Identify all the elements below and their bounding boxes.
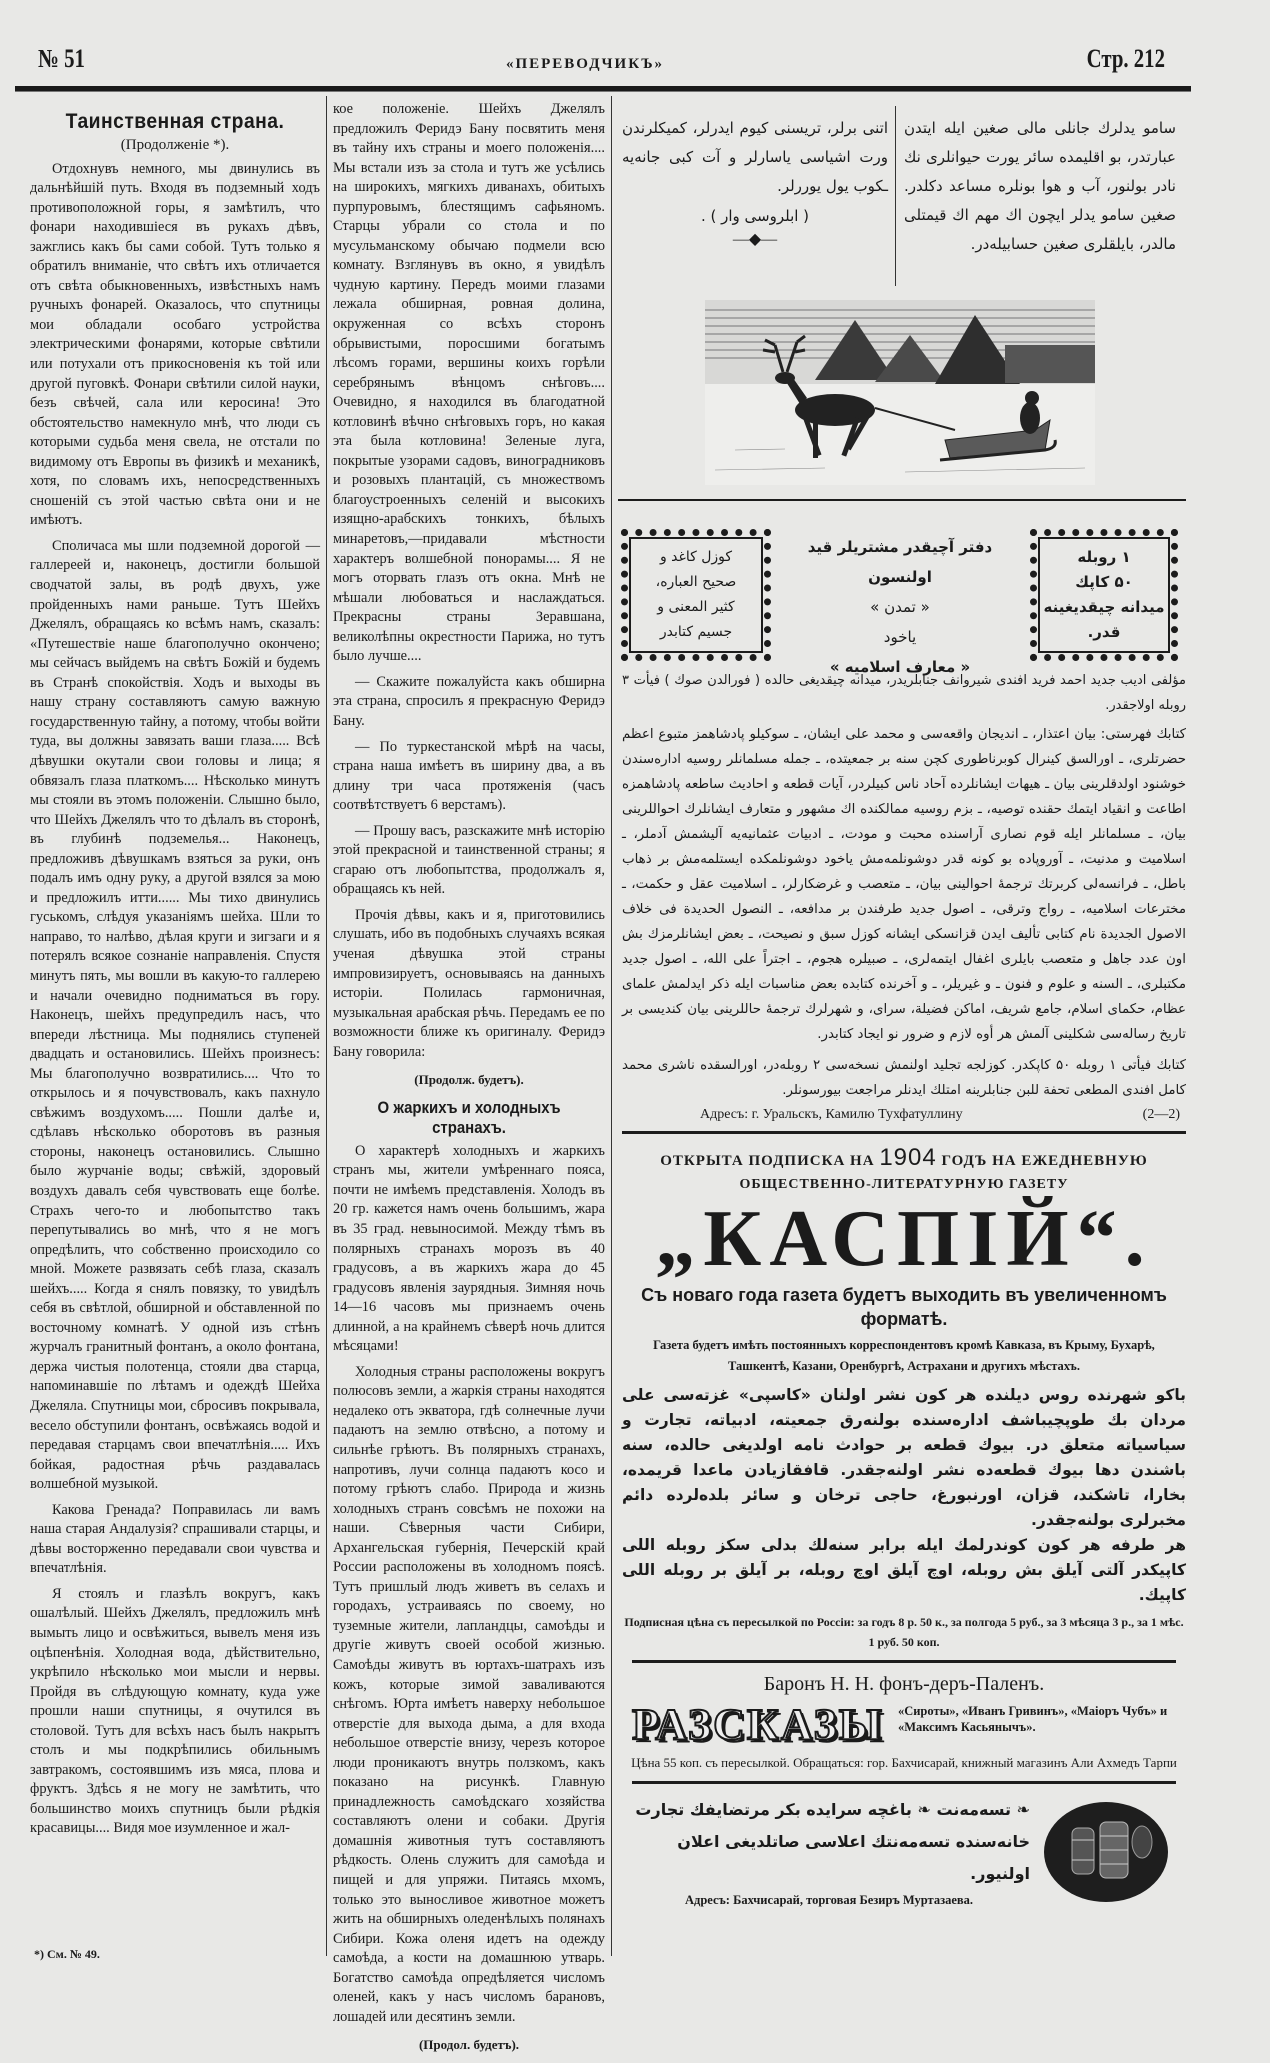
- price-line: ۵۰ كاپك: [1075, 573, 1133, 591]
- person-icon: [1020, 402, 1040, 434]
- price-line: ميدانه چيقديغينه: [1043, 598, 1165, 616]
- book-stories-row: [622, 1697, 1186, 1750]
- kaspiy-arabic-description: باكو شهرنده روس ديلنده هر كون نشر اولنان «كاسپى» غزته‌سى على مردان بك طوپچيباشف اداره‌سنده بولنه‌رق جمعيته، ادبياته، تجارت و سياسياته متعلق در. بيوك قطعه بر حوادث نامه اولديغى حالده، سنه باشندن دها بيوك قطعه‌ده نشر اولنه‌جقدر. قافقازيادن ماعدا قريمده، بخارا، تاشكند، قزان، اورنبورغ، حاجى ترخان و سائر بلده‌لرده دائم مخبرلرى بولنه‌جقدر.: [622, 1386, 1186, 1529]
- story-list: «Сироты», «Иванъ Гривинъ», «Маіоръ Чубъ» и «Максимъ Касьянычъ».: [897, 1704, 1168, 1734]
- paragraph: Отдохнувъ немного, мы двинулись въ дальнѣйшій путь. Входя въ подземный ходъ противоположной горы, я замѣтилъ, что фонари находившіеся въ рукахъ дѣвъ, зажглись какъ бы сами собой. Тутъ только я обратилъ вниманіе, что свѣтъ ихъ отличается отъ свѣта обыкновенныхъ, извѣстныхъ намъ ручныхъ фонарей. Оказалось, что спутницы мои обладали особаго устройства электрическими фонарями, которые свѣтили или потухали отъ прикосновенія къ той или другой пуговкѣ. Фонари свѣтили силой науки, безъ свѣчей, сала или керосина! Это обстоятельство намекнуло мнѣ, что люди съ которыми судьба меня свела, не отстали по видимому отъ Европы въ физикѣ и механикѣ, хотя, по словамъ ихъ, непосредственныхъ сношеній съ этой частью свѣта они и не имѣютъ.: [30, 160, 320, 529]
- article-title: Таинственная страна.: [65, 110, 285, 133]
- cement-word: تسه‌مه‌نت: [936, 1800, 1012, 1819]
- book-price-note: كتابك فيأتى ۱ روبله ۵۰ كاپكدر. كوزلجه تجليد اولنمش نسخه‌سى ۲ روبله‌در، اورالسقده ناشرى محمد كامل افندى المطعى تحفة للبن جنابلرينه امتلك ايدنلر مراجعت بيورسونلر.: [622, 1058, 1186, 1098]
- quality-line: كثير المعنى و: [657, 599, 735, 615]
- quality-line: جسيم كتابدر: [659, 624, 733, 640]
- section-rule: [632, 1660, 1176, 1663]
- ornament-divider: —◆—: [732, 231, 778, 248]
- issue-number: № 51: [38, 44, 85, 73]
- quality-line: صحيح العباره،: [655, 574, 737, 590]
- kaspiy-correspondents: Газета будетъ имѣть постоянныхъ корреспондентовъ кромѣ Кавказа, въ Крыму, Бухарѣ, Ташкентѣ, Казани, Оренбургѣ, Астрахани и другихъ мѣстахъ.: [653, 1338, 1155, 1373]
- book-price-contact: Цѣна 55 коп. съ пересылкой. Обращаться: гор. Бахчисарай, книжный магазинъ Али Ахмедъ Тарпи: [631, 1755, 1177, 1770]
- ornament-icon: ❧: [917, 1800, 931, 1819]
- paragraph: Споличаса мы шли подземной дорогой — галлереей и, наконецъ, достигли большой сводчатой залы, въ родѣ двухъ, уже пройденныхъ нами раньше. Тутъ Шейхъ Джелялъ, обращаясь ко всѣмъ намъ, сказалъ: «Путешествіе наше благополучно окончено; мы сейчасъ выйдемъ на свѣтъ Божій и будемъ въ Странѣ спокойствія. Ходъ и выходы въ нашу страну составляютъ самую важную государственную тайну, а потому, чтобы войти туда, вы должны завязать ваши глаза..... Всѣ дѣвушки окутали свои головы и лица; я обвязалъ глаза платкомъ.... Нѣсколько минутъ мы стояли въ этомъ положеніи. Слышно было, что Шейхъ Джелялъ что то дѣлалъ въ сторонѣ, въ глубинѣ подземелья... Наконецъ, предложивъ дѣвушкамъ взяться за руки, онъ подалъ имъ одну руку, а другой взялся за мою и предложилъ итти...... Мы тихо двинулись гуськомъ, слѣдуя указаніямъ шейха. Шли то направо, то налѣво, дѣлая круги и зигзаги и я потерялъ всякое сознаніе направленія. Спустя минутъ пять, мы вошли въ какую-то галлерею и начали очевидно подниматься въ гору. Наконецъ, шейхъ предупредилъ насъ, что впереди лѣстница. Мы поднялись ступеней двадцать и остановились. Шейхъ произнесъ: Мы благополучно возвратились.... Что то открылось и я почувствовалъ, какъ пахнуло свѣжимъ воздухомъ..... Пошли далѣе и, сдѣлавъ нѣсколько оборотовъ въ разныя стороны, наконецъ остановились. Слышно было журчаніе воды; свѣжій, здоровый воздухъ давалъ себя чувствовать еще болѣе. Страхъ чего-то и любопытство такъ перепутывались во мнѣ, что я не могъ опредѣлить, что собственно происходило со мной. Можете развязать себѣ глаза, сказалъ шейхъ..... Когда я снялъ повязку, то увидѣлъ себя въ свѣтлой, обширной и обставленной по восточному комнатѣ. У одной изъ стѣнъ журчалъ гранитный фонтанъ, а около фонтана, держа чистыя полотенца, стояли два старца, напоминавшіе по лѣтамъ и одеждѣ Шейха Джеляла. Спутницы мои, сбросивъ покрывала, весело обступили фонтанъ, освѣжаясь водой и передавая старцамъ свои впечатлѣнія..... Ихъ бойкая, радостная рѣчь раздавалась волшебной музыкой.: [30, 537, 320, 1493]
- quality-line: كوزل كاغد و: [659, 549, 733, 565]
- samoyed-left-block: [622, 114, 888, 251]
- kaspiy-arabic-prices: هر طرفه هر كون كوندرلمك ايله برابر سنه‌لك بدلى سكز روبله اللى كاپيكدر آلتى آيلق بش روبله، اوچ آيلق اوچ روبله، بر آيلق بر روبله اللى كاپيك.: [622, 1536, 1186, 1604]
- kaspiy-subscription-heading: [622, 1144, 1186, 1175]
- paragraph: — По туркестанской мѣрѣ на часы, страна наша имѣетъ въ ширину два, а въ длину три часа протяженія (часъ соотвѣтствуетъ 6 верстамъ).: [333, 738, 605, 814]
- middle-column: [333, 100, 605, 2063]
- paragraph: кое положеніе. Шейхъ Джелялъ предложилъ Феридэ Бану посвятить меня въ тайну ихъ страны и моего положенія.... Мы встали изъ за стола и тутъ же усѣлись на широкихъ, мягкихъ диванахъ, обитыхъ пурпуровымъ, блестящимъ сафьяномъ. Старцы убрали со стола и по мусульманскому обычаю подмели всю комнату. Взглянувъ въ окно, я увидѣлъ чудную картину. Передъ моими глазами лежала обширная, ровная долина, окруженная со всѣхъ сторонъ обрывистыми, поросшими богатымъ лѣсомъ горами, вершины коихъ горѣли серебрянымъ вѣнцомъ снѣговъ.... Очевидно, я находился въ благодатной котловинѣ вѣчно снѣговыхъ горъ, но какая эта была котловина! Зеленые луга, покрытые узорами садовъ, виноградниковъ и розовыхъ плантацій, съ множествомъ благоустроенныхъ селеній и высокихъ изящно-арабскихъ тонкихъ, бѣлыхъ минаретовъ,—придавали мѣстности характеръ волшебной понорамы.... Я не могъ оторвать глазъ отъ окна. Мнѣ не мѣшали любоваться и наслаждаться. Прекрасны страны Зеравшана, великолѣпны окрестности Парижа, но тутъ было лучше....: [333, 101, 605, 665]
- cement-ad-line2: خانه‌سنده تسه‌مه‌نتك اعلاسى صاتلديغى اعلان اولنيور.: [677, 1832, 1030, 1883]
- right-column-lower: [622, 668, 1186, 1910]
- heading-text: ГОДЪ НА ЕЖЕДНЕВНУЮ: [941, 1153, 1148, 1169]
- cement-barrels-illustration: [1042, 1800, 1170, 1904]
- page-number: Стр. 212: [1086, 44, 1165, 73]
- paragraph: Холодныя страны расположены вокругъ полюсовъ земли, а жаркія страны находятся недалеко отъ экватора, гдѣ солнечные лучи падаютъ на землю отвѣсно, а потому и сильнѣе грѣютъ. Въ полярныхъ странахъ, напротивъ, лучи солнца падаютъ косо и потому грѣютъ слабо. Природа и жизнь холодныхъ странъ совсѣмъ не похожи на наши. Сѣверныя части Сибири, Архангельская губернія, Печерскій край России расположены въ холодномъ поясѣ. Тутъ пришлый людъ живетъ въ селахъ и городахъ, устраиваясь по своему, но туземные жители, лапландцы, самоѣды и другіе живутъ своей особой жизнью. Самоѣды живутъ въ юртахъ-шатрахъ изъ кожъ, которые зимой заваливаются снѣгомъ. Юрта имѣетъ наверху небольшое отверстіе для выхода дыма, а для входа небольшое отверстіе внизу, черезъ которое люди проникаютъ внутрь ползкомъ, какъ показано на рисункѣ. Главную принадлежность самоѣдскаго хозяйства составляютъ олени и собаки. Другія домашнія животныя тутъ составляютъ рѣдкость. Олень служитъ для самоѣда и пищей и для упряжи. Питаясь мхомъ, только это выносливое животное можетъ жить на обширныхъ оледенѣлыхъ полянахъ Сибири. Кожа оленя идетъ на одежду самоѣда, а кости на домашнюю утварь. Богатство самоѣда опредѣляется числомъ оленей, какъ у насъ числомъ барановъ, лошадей или десятинъ земли.: [333, 1363, 605, 2025]
- book-author: Баронъ Н. Н. фонъ-деръ-Паленъ.: [763, 1673, 1045, 1695]
- newspaper-title: «ПЕРЕВОДЧИКЪ»: [505, 56, 665, 72]
- footnote: *) См. № 49.: [34, 1947, 100, 1961]
- cement-ad-text-block: [628, 1794, 1030, 1910]
- kaspiy-subscription-price: Подписная цѣна съ пересылкой по Россіи: за годъ 8 р. 50 к., за полгода 5 руб., за 3 мѣсяца 3 р., за 1 мѣс. 1 руб. 50 коп.: [624, 1615, 1184, 1649]
- heading-text: ОТКРЫТА ПОДПИСКА НА: [660, 1153, 875, 1169]
- article-subtitle: (Продолженіе *).: [120, 137, 230, 153]
- article-title: О жаркихъ и холодныхъ странахъ.: [377, 1097, 561, 1137]
- book-title: « معارف اسلاميه »: [829, 658, 971, 676]
- cement-ad: [622, 1794, 1186, 1910]
- barrel-icon: [1132, 1826, 1152, 1858]
- author-note: مؤلفى اديب جديد احمد فريد افندى شيروانف جنابلريدر، ميدانه چيقديغى حالده ( فورالدن صوك ) فيأت ۳ روبله اولاجقدر.: [622, 673, 1186, 713]
- subcolumn-divider: [895, 106, 896, 286]
- reindeer-sled-illustration: [705, 300, 1095, 485]
- samoyed-text-right: سامو يدلرك جانلى مالى صغين ايله ايتدن عبارتدر، بو اقليمده سائر يورت حيوانلرى نك نادر بولنور، آب و هوا بونلره مساعد دكلدر. صغين سامو يدلر ايچون اك مهم اك قيمتلى مالدر، بايلقلرى صغين حسابيله‌در.: [904, 119, 1176, 253]
- quality-box: [621, 529, 771, 661]
- paragraph: — Скажите пожалуйста какъ обширна эта страна, спросилъ я прекрасную Феридэ Бану.: [333, 673, 605, 729]
- section-rule: [618, 499, 1186, 501]
- samoyed-text-left: اتنى برلر، تريسنى كيوم ايدرلر، كميكلرندن ورت اشياسى ياسارلر و آت كبى جانه‌يه ـكوب يول يوررلر.: [622, 119, 888, 195]
- insertion-count: (2—2): [1142, 1107, 1180, 1122]
- to-be-continued: (Продолж. будетъ).: [414, 1072, 524, 1088]
- book-ad-address: Адресъ: г. Уральскъ, Камилю Тухфатуллину: [700, 1107, 963, 1122]
- price-line: ۱ روبله: [1077, 548, 1131, 566]
- paragraph: Прочія дѣвы, какъ и я, приготовились слушать, ибо въ подобныхъ случаяхъ всякая ученая дѣвушка этой страны импровизируетъ, основываясь на данныхъ исторіи. Полилась гармоничная, музыкальная арабская рѣчь. Передамъ ее по возможности ближе къ оригиналу. Феридэ Бану говорила:: [333, 906, 605, 1060]
- book-ad-address-row: [622, 1103, 1186, 1125]
- section-rule: [622, 1131, 1186, 1134]
- cement-ad-line: [628, 1794, 1030, 1826]
- subscription-line: دفتر آچيقدر مشتريلر قيد اولنسون: [807, 538, 993, 586]
- to-be-continued: (Продол. будетъ).: [418, 2037, 520, 2053]
- section-rule: [632, 1781, 1176, 1784]
- column-divider: [326, 96, 327, 1956]
- paragraph: О характерѣ холодныхъ и жаркихъ странъ мы, жители умѣреннаго пояса, почти не имѣемъ представленія. Холодъ въ 20 гр. кажется намъ очень большимъ, жара въ 35 град. невыносимой. Между тѣмъ въ полярныхъ странахъ морозъ въ 40 градусовъ, а въ жаркихъ жара до 45 градусовъ явленія заурядныя. Зимняя ночь 14—16 часовъ мы признаемъ очень длинной, а на крайнемъ сѣверѣ ночь длится мѣсяцами!: [333, 1142, 605, 1355]
- paragraph: Я стоялъ и глазѣлъ вокругъ, какъ ошалѣлый. Шейхъ Джелялъ, предложилъ мнѣ вымыть лицо и освѣжиться, вывелъ меня изъ оцѣпенѣнія. Холодная вода, дѣйствительно, укрѣпило нѣсколько мои мысли и нервы. Пройдя въ слѣдующую комнату, куда уже прошли наши спутницы, я очутился въ столовой. Тутъ для всѣхъ насъ былъ накрытъ столъ и мы подкрѣпились обильнымъ завтракомъ, состоявшимъ изъ мяса, плова и фруктъ. Здѣсь я не могу не замѣтить, что большинство моихъ спутницъ были рѣдкія красавицы.... Видя мое изумленное и жал-: [30, 1585, 320, 1837]
- price-box: [1030, 529, 1178, 661]
- kaspiy-genre: ОБЩЕСТВЕННО-ЛИТЕРАТУРНУЮ ГАЗЕТУ: [739, 1177, 1069, 1192]
- continued-note: ( ابلروسى وار ) .: [700, 207, 810, 225]
- book-title: « تمدن »: [870, 598, 930, 616]
- paragraph: Какова Гренада? Поправилась ли вамъ наша старая Андалузія? спрашивали старцы, и дѣвы восторженно передавали свои чувства и впечатлѣнія.: [30, 1501, 320, 1577]
- left-column: [30, 96, 320, 1962]
- book-ad-center: [774, 532, 1026, 682]
- column-divider: [611, 96, 612, 1956]
- year: 1904: [879, 1144, 937, 1171]
- header-rule: [15, 86, 1191, 92]
- ornament-icon: ❧: [1016, 1800, 1030, 1819]
- barrel-icon: [1072, 1828, 1094, 1874]
- conjunction: ياخود: [883, 628, 917, 646]
- kaspiy-tagline: Съ новаго года газета будетъ выходить въ увеличенномъ форматѣ.: [641, 1285, 1167, 1329]
- cement-ad-address: Адресъ: Бахчисарай, торговая Безиръ Муртазаева.: [684, 1893, 974, 1907]
- kaspiy-name: „КАСПІЙ“.: [655, 1195, 1153, 1283]
- distant-forest: [1005, 345, 1095, 383]
- price-line: قدر.: [1087, 623, 1121, 641]
- cement-ad-text: باغچه سرايده بكر مرتضايفك تجارت: [635, 1800, 912, 1819]
- paragraph: — Прошу васъ, разскажите мнѣ исторію этой прекрасной и таинственной страны; я сгараю отъ любопытства, продолжалъ я, обращаясь къ ней.: [333, 822, 605, 898]
- book-contents: كتابك فهرستى: بيان اعتذار، ـ انديجان واقعه‌سى و محمد على ايشان، ـ سوكيلو پادشاهمز متبوع اعظم حضرتلرى، ـ اورالسق كينرال كوبرناطورى كچن سنه بر جمعيتده، ـ جمله مسلمانلر روسيه اداره‌سندن خوشنود اولدقلرينى بيان ـ هيهات ايشانلرده آحاد ناس كبيلردر، آيات قطعه و احاديث ساطعه پادشاهمزه اطاعت و انقياد ايتمك حقنده توصيه، ـ بزم روسيه ممالكنده اك مشهور و متعارف ايشانلرك احواللرينى بيان، ـ مسلمانلر ايله قوم نصارى آراسنده محبت و مودت، ـ ادبيات عثمانيه‌يه آليشمش آدملر، ـ اسلاميت و مدنيت، ـ آوروپاده بو كونه قدر دوشونلمه‌مش ياخود دوشونلمكده ايستلمه‌مش بر ذهاب باطل، ـ فرانسه‌لى كربرتك ترجمهٔ احوالينى بيان، ـ متعصب و غرضكارلر، ـ اسلاميت عقل و حكمت، ـ مخترعات اسلاميه، ـ رواج وترقى، ـ اصول جديد طرفندن بر مدافعه، ـ النصول الحديدة فى خلاف الاصول الجديدة نام كتابى تأليف ايدن قزانسكى ايشانه كوزل سبق و نصيحت، ـ بعض ايشانلرمزك بش اون عدد جاهل و متعصب بايلرى اغفال ايتمه‌لرى، ـ صبيلره هجوم، ـ اجتراً على الله، ـ اصول جديد مكتبلرى، ـ السنه و علوم و فنون ـ و غيريلر، ـ و آخرنده كتابده بعض مناسبات ايله ذكر ايدلمش علماى عظام، حكماى اسلام، جامع شريف، اماكن فضيلة، سراى، و شهرلرك ترجمهٔ حاللرينى بيان كنديسى بر تاريخ رساله‌سى شكلينى آلمش هر أوه لازم و ضرور نو ايجاد كتابدر.: [622, 727, 1186, 1042]
- book-stories-title: РАЗСКАЗЫ: [632, 1700, 884, 1749]
